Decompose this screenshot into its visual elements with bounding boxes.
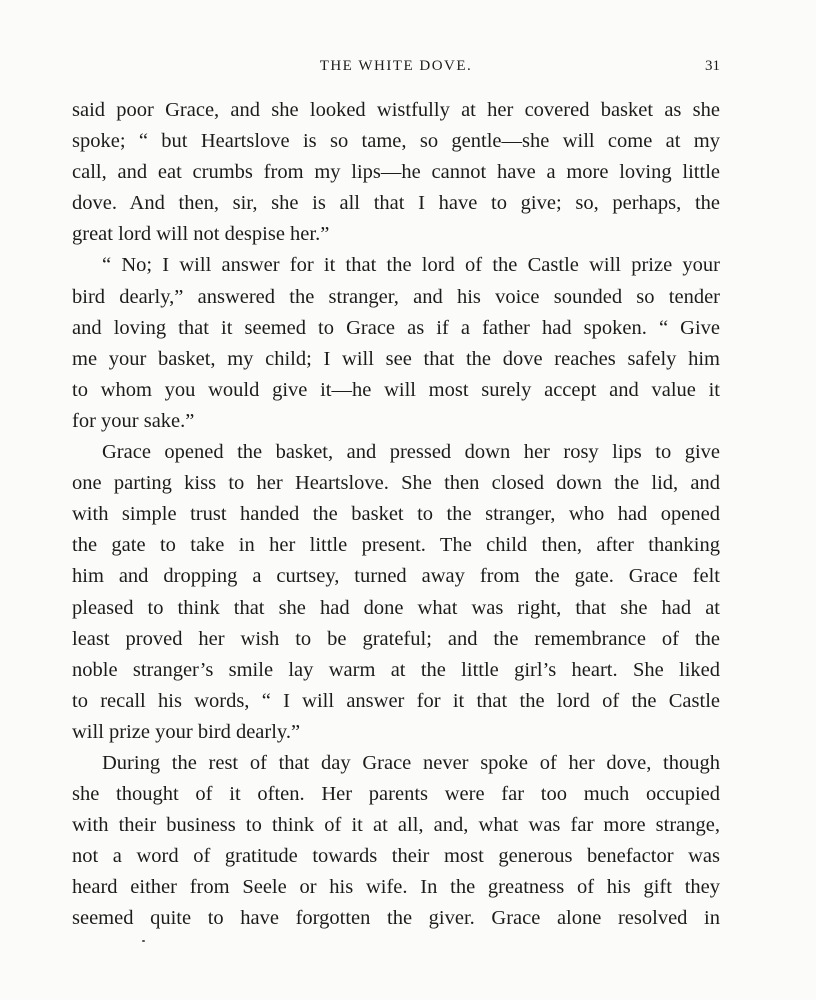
running-head — [72, 58, 720, 78]
text-line: will prize your bird dearly.” — [72, 720, 301, 743]
body-text — [72, 95, 720, 935]
text-line: not a word of gratitude towards their most generous benefactor was — [72, 845, 720, 868]
text-line: During the rest of that day Grace never spoke of her dove, though — [102, 751, 720, 774]
paragraph — [72, 748, 720, 779]
text-line: Grace opened the basket, and pressed down her rosy lips to give — [102, 441, 720, 464]
text-line: with simple trust handed the basket to the stranger, who had opened — [72, 503, 720, 526]
text-line: said poor Grace, and she looked wistfully at her covered basket as she — [72, 99, 720, 121]
text-line: dove. And then, sir, she is all that I have to give; so, perhaps, the — [72, 192, 720, 215]
text-line: to recall his words, “ I will answer for it that the lord of the Castle — [72, 689, 720, 712]
text-line: for your sake.” — [72, 409, 195, 432]
text-line: seemed quite to have forgotten the giver. Grace alone resolved in — [72, 907, 720, 930]
text-line: pleased to think that she had done what was right, that she had at — [72, 596, 720, 619]
text-line: the gate to take in her little present. The child then, after thanking — [72, 534, 720, 557]
text-line: one parting kiss to her Heartslove. She then closed down the lid, and — [72, 472, 720, 495]
text-line: him and dropping a curtsey, turned away from the gate. Grace felt — [72, 565, 720, 588]
paragraph-continued — [72, 779, 720, 934]
text-line: me your basket, my child; I will see that the dove reaches safely him — [72, 347, 720, 370]
paragraph-continued — [72, 468, 720, 748]
text-line: and loving that it seemed to Grace as if a father had spoken. “ Give — [72, 316, 720, 339]
text-line: “ No; I will answer for it that the lord of the Castle will prize your — [102, 254, 720, 277]
running-title: THE WHITE DOVE. — [319, 58, 473, 74]
paragraph — [72, 437, 720, 468]
ink-speck — [142, 940, 145, 942]
text-line: least proved her wish to be grateful; and the remembrance of the — [72, 627, 720, 650]
text-line: spoke; “ but Heartslove is so tame, so gentle—she will come at my — [72, 130, 720, 153]
text-line: to whom you would give it—he will most surely accept and value it — [72, 378, 720, 401]
page-number: 31 — [705, 58, 720, 74]
text-line: call, and eat crumbs from my lips—he cannot have a more loving little — [72, 161, 720, 184]
paragraph — [72, 95, 720, 250]
paragraph — [72, 250, 720, 281]
text-line: with their business to think of it at all, and, what was far more strange, — [72, 814, 720, 837]
text-line: noble stranger’s smile lay warm at the little girl’s heart. She liked — [72, 658, 720, 681]
text-line: bird dearly,” answered the stranger, and his voice sounded so tender — [72, 285, 720, 308]
text-line: she thought of it often. Her parents were far too much occupied — [72, 783, 720, 806]
text-line: great lord will not despise her.” — [72, 223, 330, 246]
text-line: heard either from Seele or his wife. In the greatness of his gift they — [72, 876, 720, 899]
paragraph-continued — [72, 282, 720, 437]
